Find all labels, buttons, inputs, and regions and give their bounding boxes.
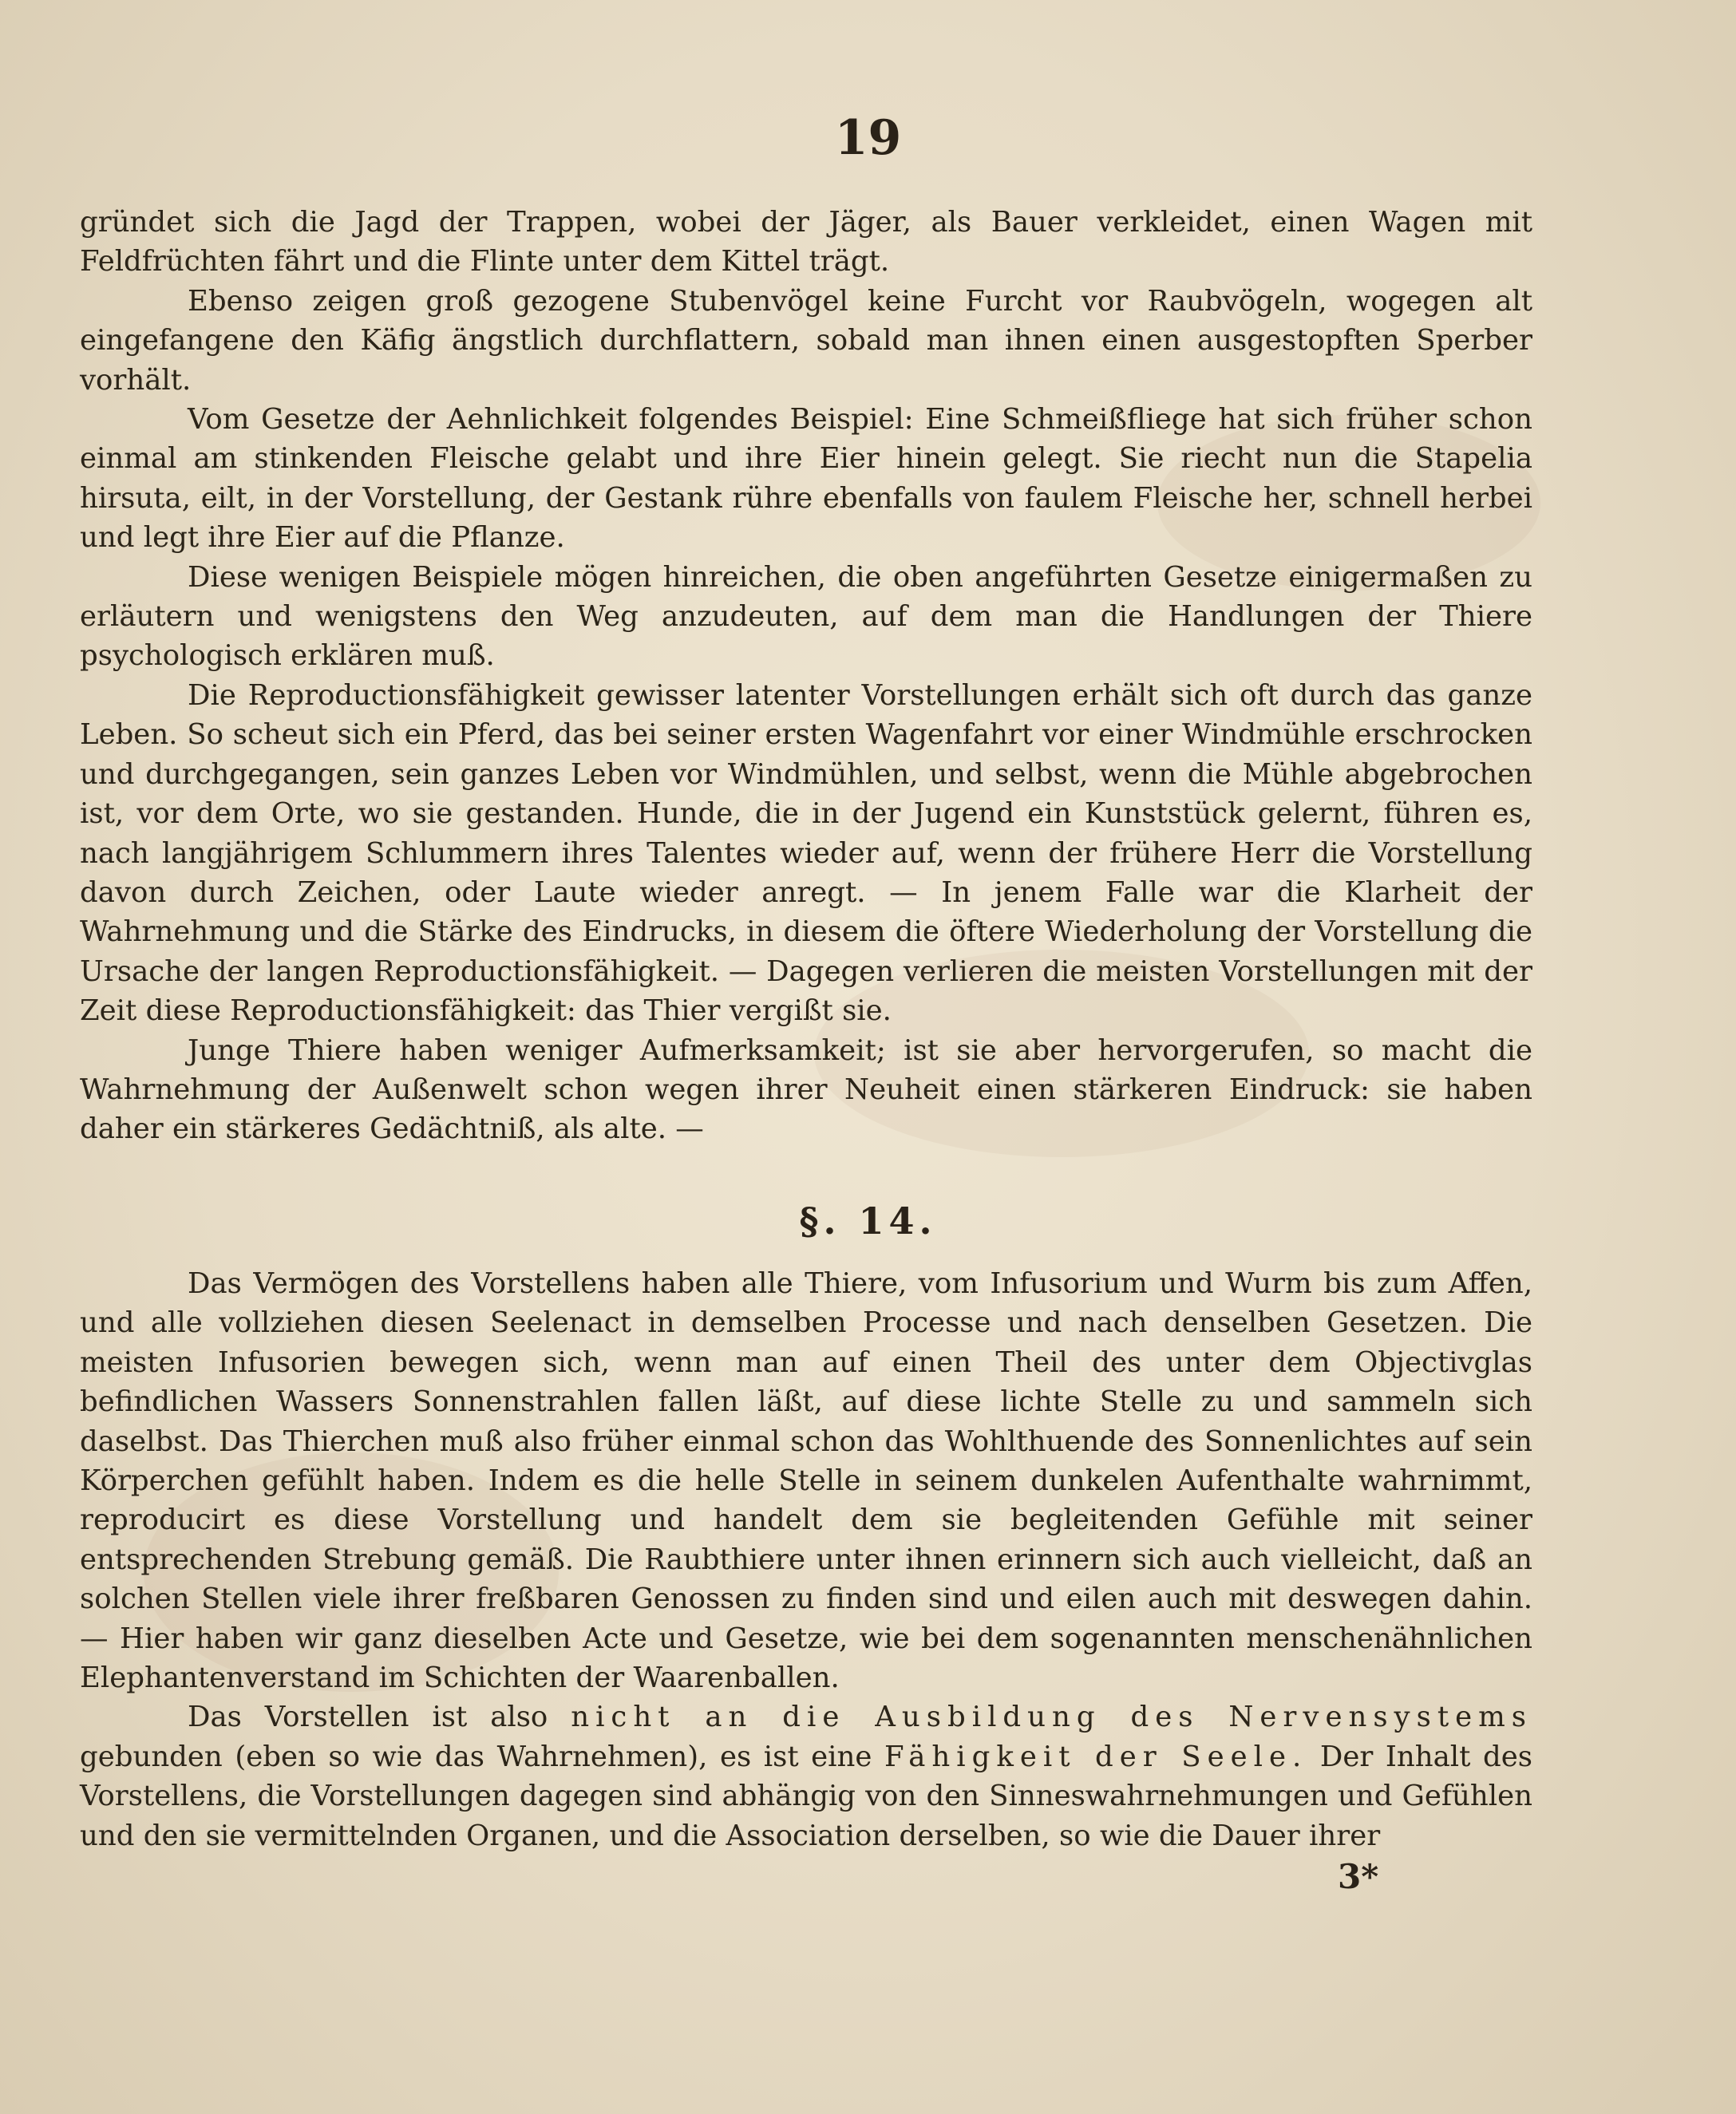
paragraph: Das Vermögen des Vorstellens haben alle Thiere, vom Infusorium und Wurm bis zum Affen, und alle vollziehen diesen Seelenact in demselben Processe und nach denselben Gesetzen. Die meisten Infusorien bewegen sich, wenn man auf einen Theil des unter dem Objectivglas befindlichen Wassers Sonnenstrahlen fallen läßt, auf diese lichte Stelle zu und sammeln sich daselbst. Das Thierchen muß also früher einmal schon das Wohlthuende des Sonnenlichtes auf sein Körperchen gefühlt haben. Indem es die helle Stelle in seinem dunkelen Aufenthalte wahrnimmt, reproducirt es diese Vorstellung und handelt dem sie begleitenden Gefühle mit seiner entsprechenden Strebung gemäß. Die Raubthiere unter ihnen erinnern sich auch vielleicht, daß an solchen Stellen viele ihrer freßbaren Genossen zu finden sind und eilen auch mit deswegen dahin. — Hier haben wir ganz dieselben Acte und Gesetze, wie bei dem sogenannten menschenähnlichen Elephantenverstand im Schichten der Waarenballen. <box>80 1267 1532 1695</box>
paragraph: Junge Thiere haben weniger Aufmerksamkeit; ist sie aber hervorgerufen, so macht die Wahrnehmung der Außenwelt schon wegen ihrer Neuheit einen stärkeren Eindruck: sie haben daher ein stärkeres Gedächtniß, als alte. — <box>80 1033 1532 1146</box>
signature-mark: 3* <box>1338 1857 1379 1896</box>
paragraph <box>80 1697 1532 1855</box>
text-run: gebunden (eben so wie das Wahrnehmen), es ist eine <box>80 1740 872 1773</box>
paragraph: Die Reproductionsfähigkeit gewisser latenter Vorstellungen erhält sich oft durch das ganze Leben. So scheut sich ein Pferd, das bei seiner ersten Wagenfahrt vor einer Windmühle erschrocken und durchgegangen, sein ganzes Leben vor Windmühlen, und selbst, wenn die Mühle abgebrochen ist, vor dem Orte, wo sie gestanden. Hunde, die in der Jugend ein Kunststück gelernt, führen es, nach langjährigem Schlummern ihres Talentes wieder auf, wenn der frühere Herr die Vorstellung davon durch Zeichen, oder Laute wieder anregt. — In jenem Falle war die Klarheit der Wahrnehmung und die Stärke des Eindrucks, in diesem die öftere Wiederholung der Vorstellung die Ursache der langen Reproductionsfähigkeit. — Dagegen verlieren die meisten Vorstellungen mit der Zeit diese Reproductionsfähigkeit: das Thier vergißt sie. <box>80 678 1532 1028</box>
text-block-upper <box>80 203 1532 1149</box>
text-block-lower <box>80 1264 1532 1855</box>
emphasized-text: Fähigkeit der Seele. <box>884 1740 1308 1773</box>
paragraph: gründet sich die Jagd der Trappen, wobei der Jäger, als Bauer verkleidet, einen Wagen mit Feldfrüchten fährt und die Flinte unter dem Kittel trägt. <box>80 206 1532 279</box>
paragraph: Vom Gesetze der Aehnlichkeit folgendes Beispiel: Eine Schmeißfliege hat sich früher schon einmal am stinkenden Fleische gelabt und ihre Eier hinein gelegt. Sie riecht nun die Stapelia hirsuta, eilt, in der Vorstellung, der Gestank rühre ebenfalls von faulem Fleische her, schnell herbei und legt ihre Eier auf die Pflanze. <box>80 403 1532 555</box>
paragraph: Diese wenigen Beispiele mögen hinreichen, die oben angeführten Gesetze einigermaßen zu erläutern und wenigstens den Weg anzudeuten, auf dem man die Handlungen der Thiere psychologisch erklären muß. <box>80 560 1532 673</box>
paragraph: Ebenso zeigen groß gezogene Stubenvögel keine Furcht vor Raubvögeln, wogegen alt eingefangene den Käfig ängstlich durchflattern, sobald man ihnen einen ausgestopften Sperber vorhält. <box>80 284 1532 397</box>
section-heading: §. 14. <box>799 1199 937 1243</box>
page-number: 19 <box>834 110 902 166</box>
text-run: Der Inhalt des Vorstellens, die Vorstellungen dagegen sind abhängig von den Sinneswahrnehmungen und Gefühlen und den sie vermittelnden Organen, und die Association derselben, so wie die Dauer ihrer <box>80 1740 1532 1852</box>
text-run: Das Vorstellen ist also <box>188 1701 548 1734</box>
emphasized-text: nicht an die Ausbildung des Nervensystems <box>571 1701 1532 1734</box>
